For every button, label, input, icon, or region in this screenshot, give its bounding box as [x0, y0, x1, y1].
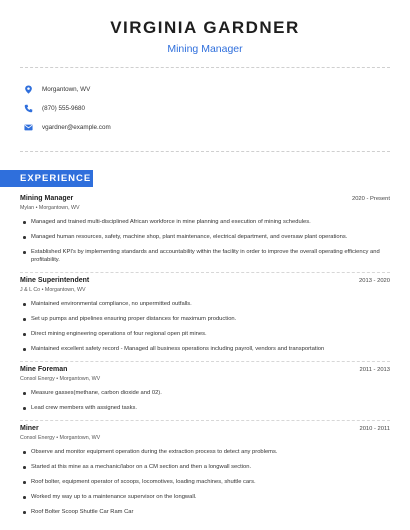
- job-bullet: Worked my way up to a maintenance supervisor on the longwall.: [22, 493, 390, 501]
- job-title: Mining Manager: [20, 195, 74, 202]
- contact-phone[interactable]: [24, 99, 390, 117]
- contact-email[interactable]: [24, 118, 390, 136]
- phone-text[interactable]: (870) 555-9680: [42, 104, 86, 112]
- job-title: Mine Foreman: [20, 366, 68, 373]
- job-bullet: Roof bolter, equipment operator of scoops, locomotives, loading machines, shuttle cars.: [22, 478, 390, 486]
- job-entry: [20, 366, 390, 421]
- job-bullet: Established KPI's by implementing standards and accountability within the facility in order to improve the overall operating efficiency and profitability.: [22, 248, 390, 264]
- job-header: [20, 425, 390, 432]
- candidate-name: VIRGINIA GARDNER: [110, 18, 300, 37]
- section-heading-experience: EXPERIENCE: [0, 170, 93, 187]
- job-bullet: Managed and trained multi-disciplined African workforce in mine planning and execution of mining schedules.: [22, 218, 390, 226]
- job-bullet: Set up pumps and pipelines ensuring proper distances for maximum production.: [22, 315, 390, 323]
- job-bullet: Direct mining engineering operations of four regional open pit mines.: [22, 330, 390, 338]
- phone-icon: [24, 104, 33, 113]
- job-entry: [20, 195, 390, 273]
- envelope-icon: [24, 123, 33, 132]
- job-company: J & L Co • Morgantown, WV: [20, 287, 86, 293]
- location-text: Morgantown, WV: [42, 85, 91, 93]
- job-dates: 2020 - Present: [351, 196, 390, 202]
- job-header: [20, 366, 390, 373]
- job-header: [20, 195, 390, 202]
- job-title: Mine Superintendent: [20, 277, 90, 284]
- job-company: Mylan • Morgantown, WV: [20, 205, 80, 211]
- job-divider: [20, 272, 390, 273]
- candidate-title: Mining Manager: [167, 43, 243, 55]
- experience-list: [20, 195, 390, 516]
- location-pin-icon: [24, 85, 33, 94]
- job-divider: [20, 361, 390, 362]
- resume-header: [20, 0, 390, 55]
- job-bullets: [20, 218, 390, 264]
- email-text[interactable]: vgardner@example.com: [42, 123, 111, 131]
- job-header: [20, 277, 390, 284]
- job-dates: 2013 - 2020: [359, 278, 390, 284]
- job-company: Consol Energy • Morgantown, WV: [20, 435, 101, 441]
- divider: [20, 151, 390, 152]
- job-bullet: Maintained excellent safety record - Managed all business operations including payroll, vendors and transportation: [22, 345, 390, 353]
- job-company: Consol Energy • Morgantown, WV: [20, 376, 101, 382]
- job-bullet: Managed human resources, safety, machine shop, plant maintenance, electrical department, and oversaw plant operations.: [22, 233, 390, 241]
- job-bullet: Measure gasses(methane, carbon dioxide and 02).: [22, 389, 390, 397]
- job-dates: 2011 - 2013: [359, 367, 390, 373]
- job-bullet: Started at this mine as a mechanic/labor on a CM section and then a longwall section.: [22, 463, 390, 471]
- job-bullets: [20, 300, 390, 353]
- job-bullet: Roof Bolter Scoop Shuttle Car Ram Car: [22, 508, 390, 516]
- job-entry: [20, 425, 390, 516]
- job-dates: 2010 - 2011: [359, 426, 390, 432]
- contact-location: [24, 80, 390, 98]
- contact-block: [20, 68, 390, 143]
- job-bullets: [20, 448, 390, 516]
- job-bullet: Maintained environmental compliance, no unpermitted outfalls.: [22, 300, 390, 308]
- job-bullet: Observe and monitor equipment operation during the extraction process to detect any problems.: [22, 448, 390, 456]
- job-title: Miner: [20, 425, 39, 432]
- job-bullet: Lead crew members with assigned tasks.: [22, 404, 390, 412]
- job-divider: [20, 420, 390, 421]
- job-bullets: [20, 389, 390, 412]
- job-entry: [20, 277, 390, 362]
